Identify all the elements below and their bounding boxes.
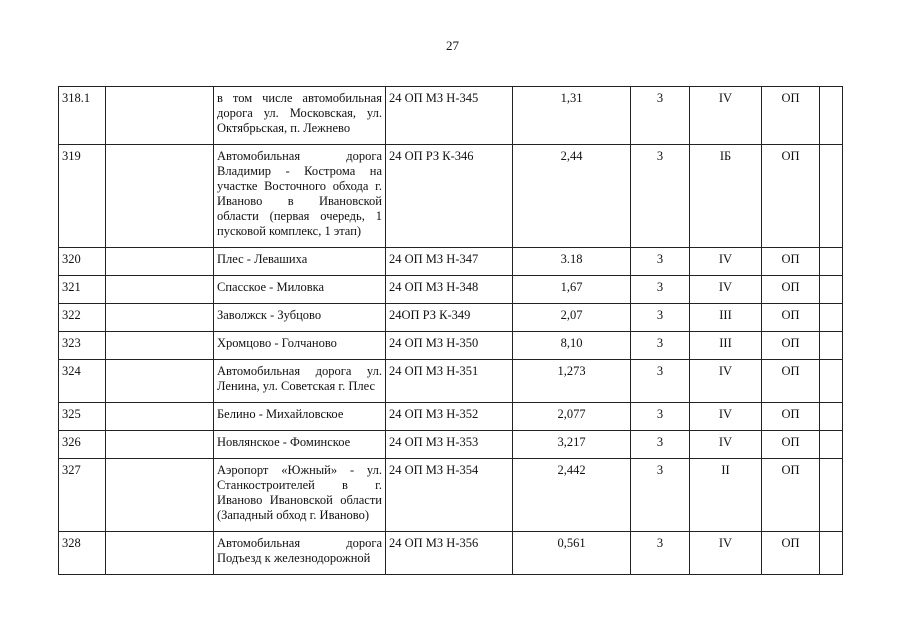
road-count-cell: 3 (631, 87, 690, 145)
road-usage-cell: ОП (762, 304, 820, 332)
row-number-cell: 327 (59, 459, 106, 532)
road-usage-cell: ОП (762, 459, 820, 532)
road-category-cell: IV (690, 403, 762, 431)
road-category-cell: IБ (690, 145, 762, 248)
row-empty-cell (820, 403, 843, 431)
road-usage-cell: ОП (762, 431, 820, 459)
road-count-cell: 3 (631, 276, 690, 304)
road-code-cell: 24 ОП МЗ Н-351 (386, 360, 513, 403)
road-name-cell: Хромцово - Голчаново (214, 332, 386, 360)
row-blank-cell (106, 532, 214, 575)
row-number-cell: 322 (59, 304, 106, 332)
road-length-cell: 2,077 (513, 403, 631, 431)
road-usage-cell: ОП (762, 532, 820, 575)
row-blank-cell (106, 431, 214, 459)
road-code-cell: 24 ОП МЗ Н-345 (386, 87, 513, 145)
row-empty-cell (820, 145, 843, 248)
table-row (59, 459, 843, 532)
road-count-cell: 3 (631, 248, 690, 276)
row-empty-cell (820, 304, 843, 332)
road-name-cell: Спасское - Миловка (214, 276, 386, 304)
row-empty-cell (820, 532, 843, 575)
row-number-cell: 328 (59, 532, 106, 575)
road-name-cell: Автомобильная дорога Подъезд к железнодорожной (214, 532, 386, 575)
road-category-cell: IV (690, 87, 762, 145)
road-code-cell: 24 ОП МЗ Н-347 (386, 248, 513, 276)
road-length-cell: 3.18 (513, 248, 631, 276)
road-name-cell: Белино - Михайловское (214, 403, 386, 431)
road-usage-cell: ОП (762, 145, 820, 248)
row-number-cell: 326 (59, 431, 106, 459)
road-category-cell: IV (690, 431, 762, 459)
road-length-cell: 2,44 (513, 145, 631, 248)
road-count-cell: 3 (631, 304, 690, 332)
road-code-cell: 24 ОП МЗ Н-352 (386, 403, 513, 431)
road-length-cell: 3,217 (513, 431, 631, 459)
table-row (59, 332, 843, 360)
road-usage-cell: ОП (762, 276, 820, 304)
road-length-cell: 2,442 (513, 459, 631, 532)
row-number-cell: 319 (59, 145, 106, 248)
road-length-cell: 2,07 (513, 304, 631, 332)
road-code-cell: 24 ОП МЗ Н-356 (386, 532, 513, 575)
road-category-cell: IV (690, 248, 762, 276)
road-category-cell: IV (690, 360, 762, 403)
road-name-cell: Заволжск - Зубцово (214, 304, 386, 332)
table-row (59, 403, 843, 431)
table-row (59, 145, 843, 248)
road-length-cell: 0,561 (513, 532, 631, 575)
row-blank-cell (106, 145, 214, 248)
road-code-cell: 24 ОП РЗ К-346 (386, 145, 513, 248)
road-category-cell: IV (690, 532, 762, 575)
road-usage-cell: ОП (762, 360, 820, 403)
row-empty-cell (820, 276, 843, 304)
row-empty-cell (820, 248, 843, 276)
road-name-cell: Новлянское - Фоминское (214, 431, 386, 459)
table-row (59, 248, 843, 276)
row-number-cell: 324 (59, 360, 106, 403)
road-count-cell: 3 (631, 431, 690, 459)
road-count-cell: 3 (631, 360, 690, 403)
road-category-cell: III (690, 332, 762, 360)
road-code-cell: 24 ОП МЗ Н-354 (386, 459, 513, 532)
road-code-cell: 24ОП РЗ К-349 (386, 304, 513, 332)
road-category-cell: IV (690, 276, 762, 304)
road-name-cell: в том числе автомобильная дорога ул. Московская, ул. Октябрьская, п. Лежнево (214, 87, 386, 145)
row-empty-cell (820, 431, 843, 459)
row-blank-cell (106, 248, 214, 276)
table-row (59, 532, 843, 575)
row-number-cell: 321 (59, 276, 106, 304)
table-row (59, 304, 843, 332)
road-count-cell: 3 (631, 532, 690, 575)
road-usage-cell: ОП (762, 332, 820, 360)
road-code-cell: 24 ОП МЗ Н-348 (386, 276, 513, 304)
roads-table-body (59, 87, 843, 575)
road-category-cell: II (690, 459, 762, 532)
row-blank-cell (106, 332, 214, 360)
road-length-cell: 1,67 (513, 276, 631, 304)
row-blank-cell (106, 276, 214, 304)
table-row (59, 87, 843, 145)
road-count-cell: 3 (631, 145, 690, 248)
row-empty-cell (820, 360, 843, 403)
table-row (59, 276, 843, 304)
row-number-cell: 325 (59, 403, 106, 431)
table-row (59, 431, 843, 459)
road-length-cell: 8,10 (513, 332, 631, 360)
row-empty-cell (820, 87, 843, 145)
row-empty-cell (820, 332, 843, 360)
road-usage-cell: ОП (762, 403, 820, 431)
road-name-cell: Аэропорт «Южный» - ул. Станкостроителей в г. Иваново Ивановской области (Западный обход г. Иваново) (214, 459, 386, 532)
road-length-cell: 1,273 (513, 360, 631, 403)
roads-table (58, 86, 843, 575)
road-category-cell: III (690, 304, 762, 332)
row-number-cell: 323 (59, 332, 106, 360)
row-empty-cell (820, 459, 843, 532)
road-usage-cell: ОП (762, 248, 820, 276)
road-usage-cell: ОП (762, 87, 820, 145)
row-blank-cell (106, 360, 214, 403)
road-name-cell: Автомобильная дорога Владимир - Кострома на участке Восточного обхода г. Иваново в Ивановской области (первая очередь, 1 пусковой комплекс, 1 этап) (214, 145, 386, 248)
row-blank-cell (106, 304, 214, 332)
road-name-cell: Автомобильная дорога ул. Ленина, ул. Советская г. Плес (214, 360, 386, 403)
table-row (59, 360, 843, 403)
road-length-cell: 1,31 (513, 87, 631, 145)
road-count-cell: 3 (631, 332, 690, 360)
row-number-cell: 318.1 (59, 87, 106, 145)
road-code-cell: 24 ОП МЗ Н-350 (386, 332, 513, 360)
row-blank-cell (106, 403, 214, 431)
row-blank-cell (106, 87, 214, 145)
road-count-cell: 3 (631, 403, 690, 431)
road-name-cell: Плес - Левашиха (214, 248, 386, 276)
row-number-cell: 320 (59, 248, 106, 276)
row-blank-cell (106, 459, 214, 532)
road-code-cell: 24 ОП МЗ Н-353 (386, 431, 513, 459)
road-count-cell: 3 (631, 459, 690, 532)
page-number: 27 (446, 38, 459, 53)
